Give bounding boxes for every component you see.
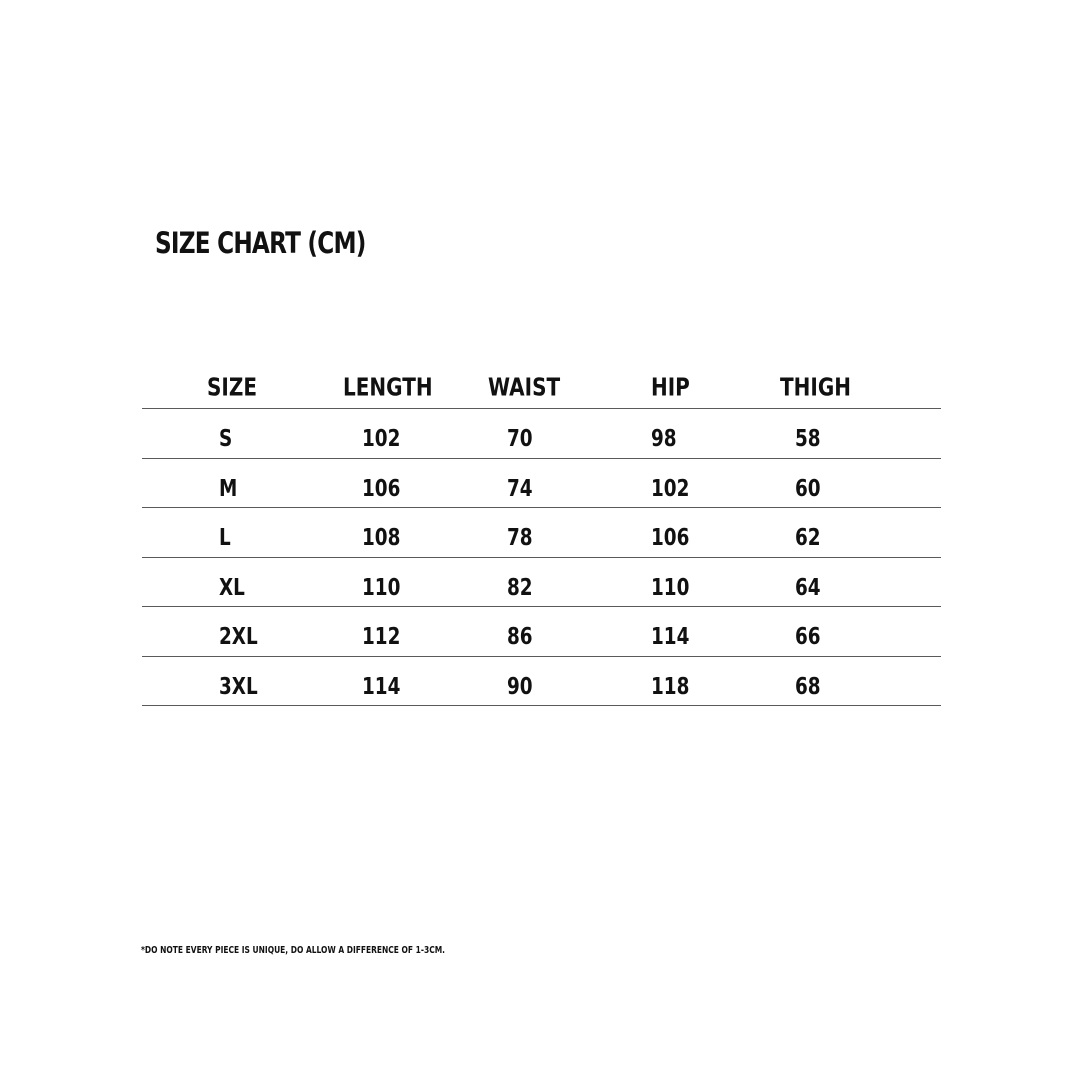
cell-thigh: 64 [795,574,821,601]
cell-waist: 70 [507,426,533,453]
cell-hip: 102 [651,475,690,502]
cell-hip: 118 [651,673,690,700]
table-row [142,508,941,558]
disclaimer-note: *DO NOTE EVERY PIECE IS UNIQUE, DO ALLOW A DIFFERENCE OF 1-3CM. [141,945,446,956]
table-row [142,459,941,509]
cell-hip: 110 [651,574,690,601]
size-table [142,362,941,706]
cell-thigh: 58 [795,426,821,453]
cell-length: 112 [362,624,401,651]
cell-waist: 90 [507,673,533,700]
table-row [142,607,941,657]
table-row [142,409,941,459]
cell-size: XL [219,574,245,601]
page-title: SIZE CHART (CM) [155,226,366,260]
cell-length: 106 [362,475,401,502]
cell-hip: 98 [651,426,677,453]
cell-size: M [219,475,238,502]
cell-thigh: 62 [795,525,821,552]
cell-thigh: 68 [795,673,821,700]
cell-size: L [219,525,231,552]
cell-size: 2XL [219,624,258,651]
cell-thigh: 60 [795,475,821,502]
column-header-size: SIZE [207,372,258,402]
column-header-thigh: THIGH [780,372,851,402]
table-header-row [142,362,941,409]
cell-waist: 86 [507,624,533,651]
column-header-hip: HIP [651,372,690,402]
cell-length: 108 [362,525,401,552]
cell-thigh: 66 [795,624,821,651]
cell-hip: 114 [651,624,690,651]
cell-waist: 82 [507,574,533,601]
cell-waist: 74 [507,475,533,502]
cell-waist: 78 [507,525,533,552]
cell-length: 114 [362,673,401,700]
cell-hip: 106 [651,525,690,552]
column-header-length: LENGTH [343,372,433,402]
cell-size: 3XL [219,673,258,700]
cell-length: 102 [362,426,401,453]
column-header-waist: WAIST [488,372,561,402]
table-row [142,558,941,608]
cell-size: S [219,426,233,453]
cell-length: 110 [362,574,401,601]
table-row [142,657,941,707]
